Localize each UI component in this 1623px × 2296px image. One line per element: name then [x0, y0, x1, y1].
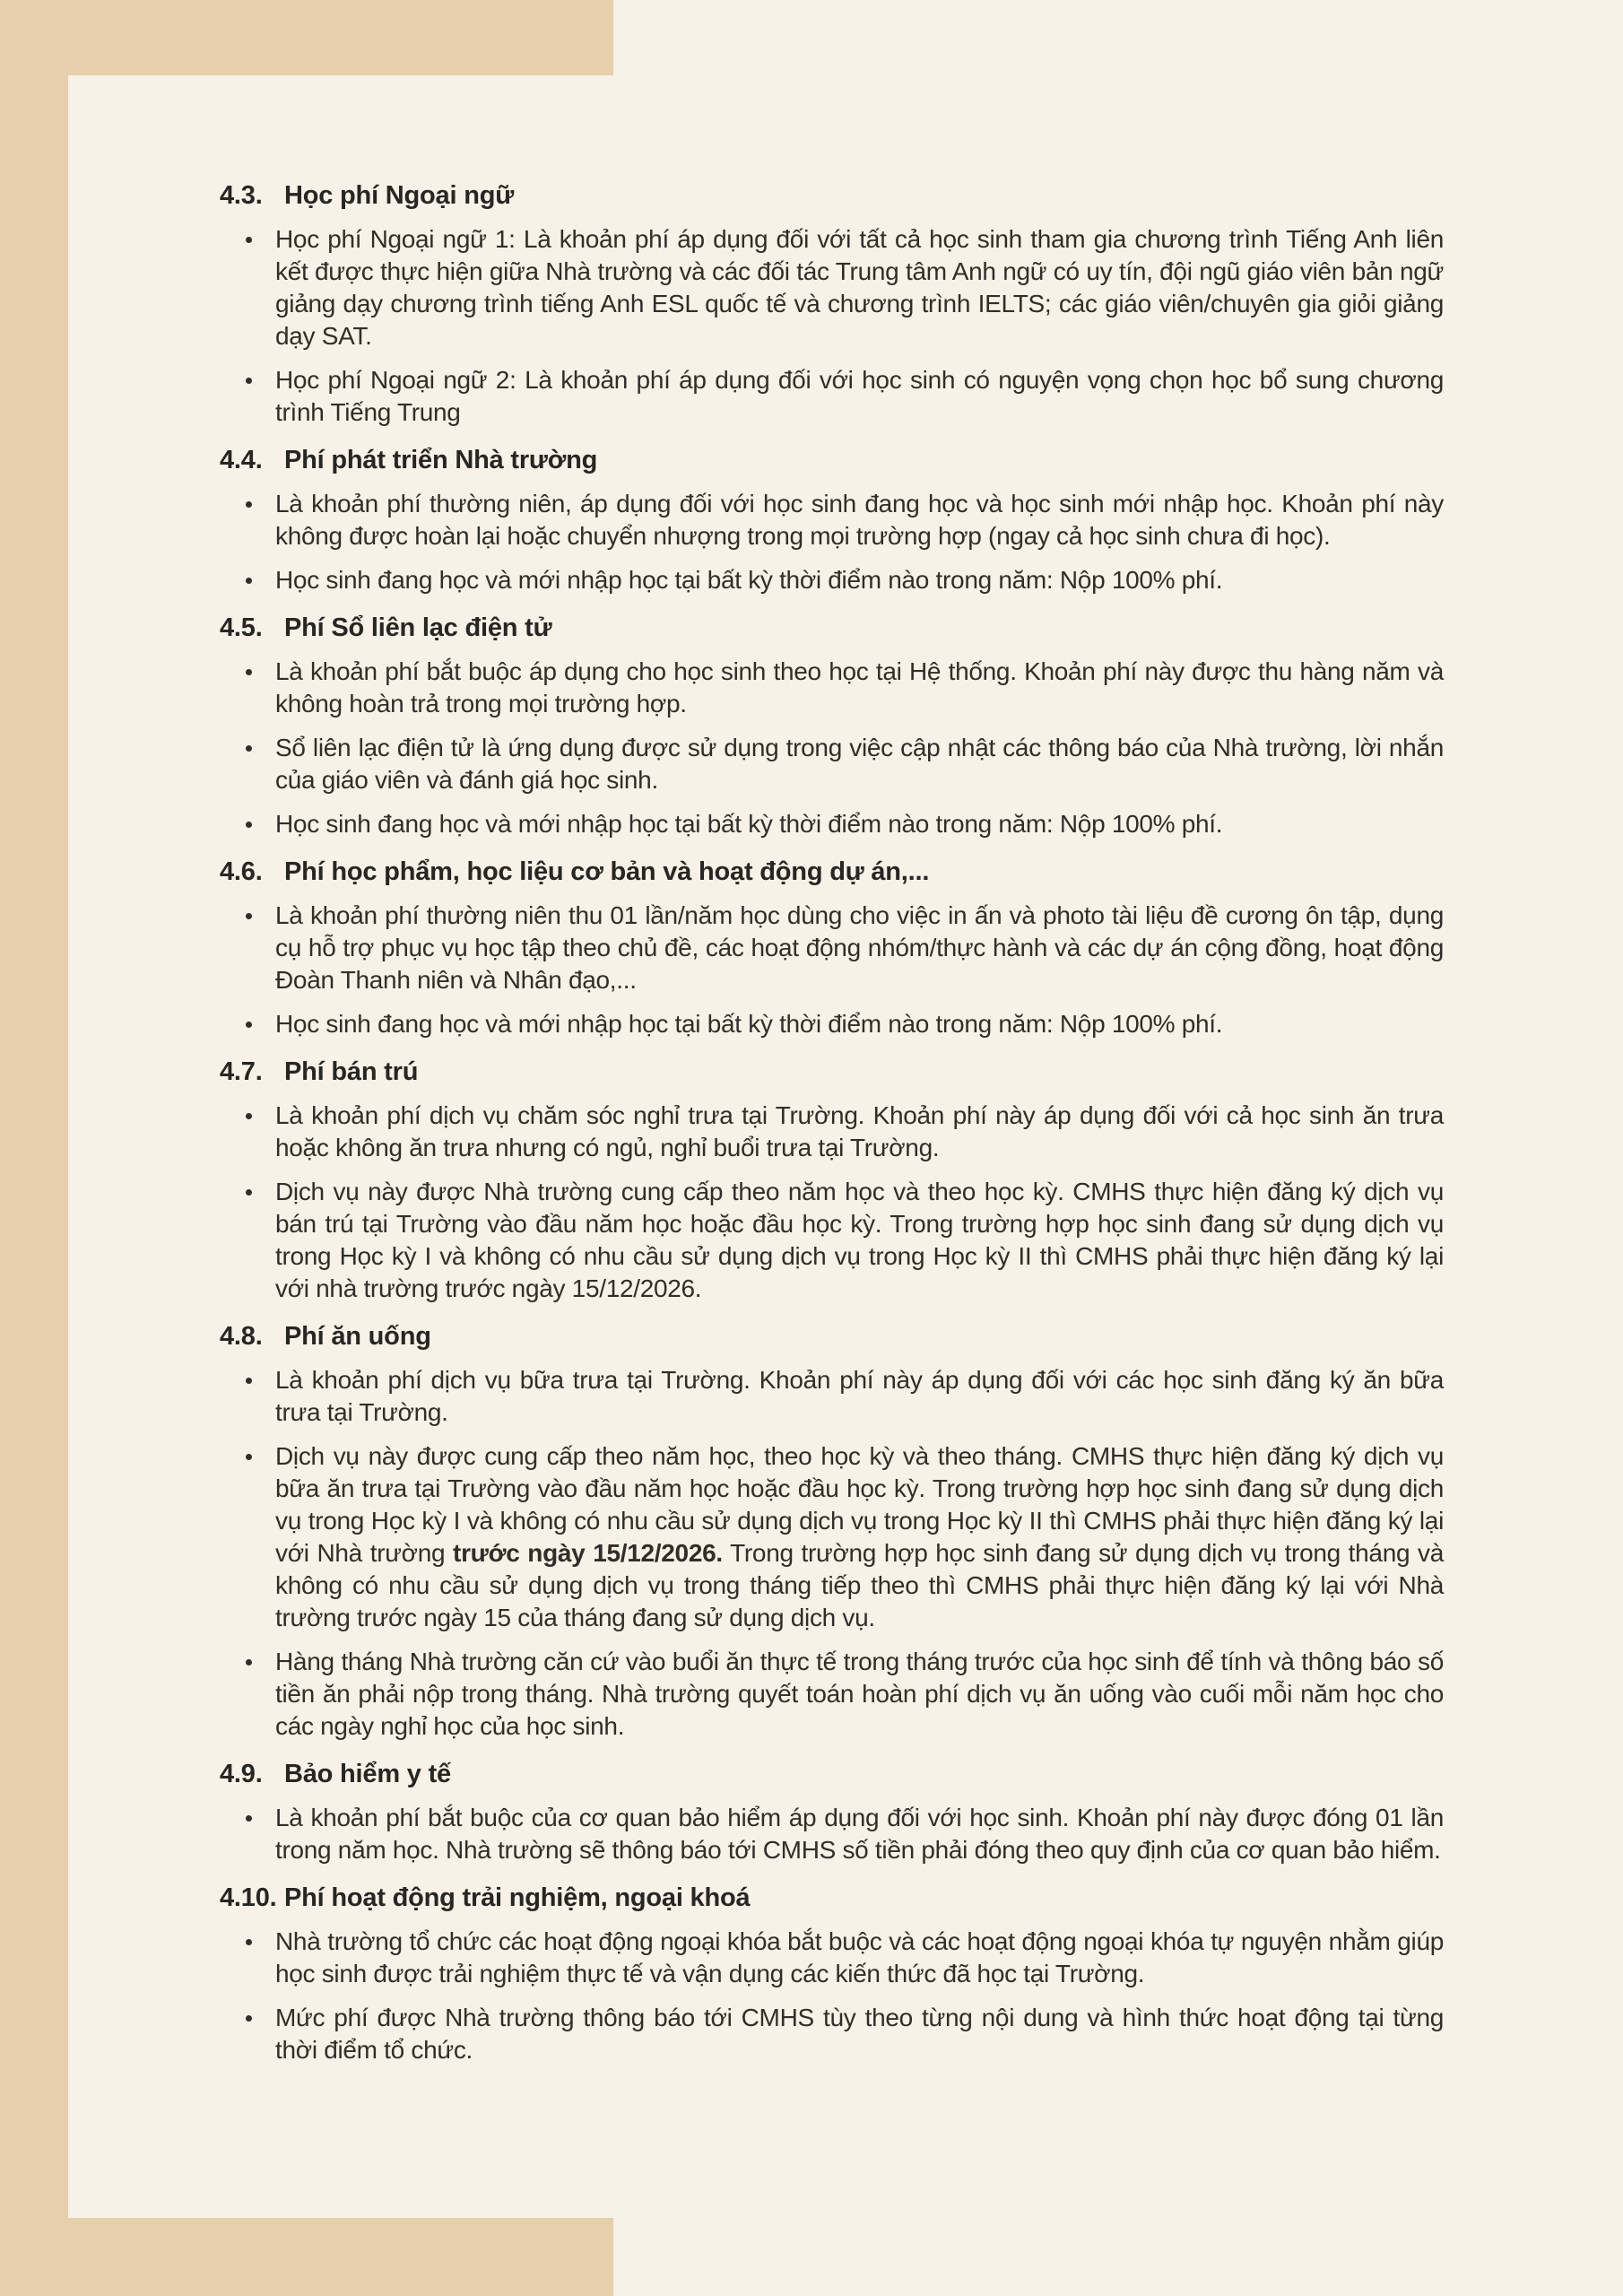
- section-title: Phí bán trú: [284, 1057, 419, 1086]
- bullet-marker: [246, 2015, 252, 2022]
- section-number: 4.4.: [220, 446, 263, 474]
- section-title: Học phí Ngoại ngữ: [284, 181, 515, 210]
- bullet-text: [275, 1442, 1444, 1631]
- bottom-left-accent-block: [0, 2218, 613, 2296]
- section-number: 4.5.: [220, 613, 263, 642]
- bullet-marker: [246, 1815, 252, 1822]
- bullet-list: [220, 656, 1444, 840]
- bullet-text: Học phí Ngoại ngữ 1: Là khoản phí áp dụng đối với tất cả học sinh tham gia chương trình Tiếng Anh liên kết được thực hiện giữa Nhà trường và các đối tác Trung tâm Anh ngữ có uy tín, đội ngũ giáo viên bản ngữ giảng dạy chương trình tiếng Anh ESL quốc tế và chương trình IELTS; các giáo viên/chuyên gia giỏi giảng dạy SAT.: [275, 225, 1444, 350]
- bullet-text: Học sinh đang học và mới nhập học tại bất kỳ thời điểm nào trong năm: Nộp 100% phí.: [275, 1010, 1223, 1038]
- bullet-item: [220, 656, 1444, 720]
- section-heading: [220, 178, 1444, 213]
- section-number: 4.3.: [220, 181, 263, 210]
- bullet-text: Dịch vụ này được Nhà trường cung cấp theo năm học và theo học kỳ. CMHS thực hiện đăng ký dịch vụ bán trú tại Trường vào đầu năm học hoặc đầu học kỳ. Trong trường hợp học sinh đang sử dụng dịch vụ trong Học kỳ I và không có nhu cầu sử dụng dịch vụ trong Học kỳ II thì CMHS phải thực hiện đăng ký lại với nhà trường trước ngày 15/12/2026.: [275, 1178, 1444, 1302]
- bullet-text-bold-date: trước ngày 15/12/2026.: [453, 1539, 723, 1567]
- section-number: 4.7.: [220, 1057, 263, 1086]
- section-title: Phí phát triển Nhà trường: [284, 446, 598, 474]
- section-title: Phí hoạt động trải nghiệm, ngoại khoá: [284, 1883, 751, 1912]
- bullet-marker: [246, 669, 252, 675]
- bullet-item: [220, 364, 1444, 429]
- bullet-text: Là khoản phí thường niên, áp dụng đối với học sinh đang học và học sinh mới nhập học. Khoản phí này không được hoàn lại hoặc chuyển nhượng trong mọi trường hợp (ngay cả học sinh chưa đi học).: [275, 490, 1444, 550]
- bullet-marker: [246, 237, 252, 243]
- section-number: 4.9.: [220, 1760, 263, 1788]
- section-title: Phí học phẩm, học liệu cơ bản và hoạt động dự án,...: [284, 857, 930, 886]
- section-title: Phí ăn uống: [284, 1322, 431, 1351]
- section-heading: [220, 442, 1444, 478]
- bullet-list: [220, 1100, 1444, 1305]
- bullet-item: [220, 900, 1444, 996]
- section-4-7: [220, 1054, 1444, 1305]
- bullet-marker: [246, 822, 252, 828]
- bullet-text: Học sinh đang học và mới nhập học tại bất kỳ thời điểm nào trong năm: Nộp 100% phí.: [275, 566, 1223, 594]
- bullet-item: [220, 564, 1444, 596]
- section-4-10: [220, 1880, 1444, 2066]
- bullet-item: [220, 1176, 1444, 1305]
- bullet-list: [220, 1926, 1444, 2066]
- bullet-item: [220, 223, 1444, 352]
- section-number: 4.8.: [220, 1322, 263, 1351]
- bullet-text-segment: Dịch vụ này được cung cấp theo năm học, theo học kỳ và theo tháng. CMHS thực hiện đăng ký dịch vụ bữa ăn trưa tại Trường vào đầu năm học hoặc đầu học kỳ. Trong trường hợp học sinh đang sử dụng dịch vụ trong Học kỳ I và không có nhu cầu sử dụng dịch vụ trong Học kỳ II thì CMHS phải thực hiện đăng ký lại với Nhà trường: [275, 1442, 1444, 1567]
- bullet-marker: [246, 1189, 252, 1196]
- bullet-marker: [246, 578, 252, 584]
- bullet-marker: [246, 501, 252, 508]
- bullet-text: Là khoản phí bắt buộc áp dụng cho học sinh theo học tại Hệ thống. Khoản phí này được thu hàng năm và không hoàn trả trong mọi trường hợp.: [275, 657, 1444, 718]
- bullet-marker: [246, 378, 252, 384]
- section-4-8: [220, 1318, 1444, 1743]
- bullet-item: [220, 1646, 1444, 1743]
- bullet-text: Là khoản phí dịch vụ bữa trưa tại Trường. Khoản phí này áp dụng đối với các học sinh đăng ký ăn bữa trưa tại Trường.: [275, 1366, 1444, 1426]
- bullet-text: Là khoản phí dịch vụ chăm sóc nghỉ trưa tại Trường. Khoản phí này áp dụng đối với cả học sinh ăn trưa hoặc không ăn trưa nhưng có ngủ, nghỉ buổi trưa tại Trường.: [275, 1101, 1444, 1161]
- bullet-item: [220, 1100, 1444, 1164]
- bullet-item: [220, 732, 1444, 796]
- bullet-item: [220, 2002, 1444, 2066]
- bullet-marker: [246, 1113, 252, 1119]
- section-number: 4.6.: [220, 857, 263, 886]
- bullet-item: [220, 488, 1444, 552]
- bullet-text-segment: Trong trường hợp học sinh đang sử dụng dịch vụ trong tháng và không có nhu cầu sử dụng dịch vụ trong tháng tiếp theo thì CMHS phải thực hiện đăng ký lại với Nhà trường trước ngày 15 của tháng đang sử dụng dịch vụ.: [275, 1539, 1444, 1631]
- left-accent-strip: [0, 0, 68, 2296]
- bullet-item: [220, 1440, 1444, 1634]
- section-heading: [220, 610, 1444, 646]
- bullet-list: [220, 1364, 1444, 1743]
- bullet-text: Nhà trường tổ chức các hoạt động ngoại khóa bắt buộc và các hoạt động ngoại khóa tự nguyện nhằm giúp học sinh được trải nghiệm thực tế và vận dụng các kiến thức đã học tại Trường.: [275, 1927, 1444, 1987]
- fee-policy-page-content: [220, 0, 1444, 2066]
- section-heading: [220, 1054, 1444, 1090]
- section-title: Bảo hiểm y tế: [284, 1760, 451, 1788]
- bullet-text: Mức phí được Nhà trường thông báo tới CMHS tùy theo từng nội dung và hình thức hoạt động tại từng thời điểm tổ chức.: [275, 2004, 1444, 2064]
- bullet-text: Sổ liên lạc điện tử là ứng dụng được sử dụng trong việc cập nhật các thông báo của Nhà trường, lời nhắn của giáo viên và đánh giá học sinh.: [275, 734, 1444, 794]
- bullet-item: [220, 808, 1444, 840]
- bullet-item: [220, 1008, 1444, 1040]
- section-4-5: [220, 610, 1444, 840]
- bullet-item: [220, 1802, 1444, 1866]
- bullet-marker: [246, 1454, 252, 1460]
- bullet-list: [220, 900, 1444, 1040]
- section-4-3: [220, 178, 1444, 429]
- section-4-6: [220, 854, 1444, 1040]
- bullet-marker: [246, 745, 252, 752]
- section-number: 4.10.: [220, 1883, 277, 1912]
- bullet-text: Là khoản phí bắt buộc của cơ quan bảo hiểm áp dụng đối với học sinh. Khoản phí này được đóng 01 lần trong năm học. Nhà trường sẽ thông báo tới CMHS số tiền phải đóng theo quy định của cơ quan bảo hiểm.: [275, 1804, 1444, 1864]
- bullet-item: [220, 1364, 1444, 1429]
- bullet-marker: [246, 1659, 252, 1665]
- section-heading: [220, 1756, 1444, 1792]
- section-heading: [220, 1318, 1444, 1354]
- bullet-list: [220, 1802, 1444, 1866]
- bullet-item: [220, 1926, 1444, 1990]
- section-4-9: [220, 1756, 1444, 1866]
- bullet-list: [220, 488, 1444, 596]
- section-heading: [220, 1880, 1444, 1916]
- bullet-marker: [246, 1022, 252, 1028]
- bullet-marker: [246, 913, 252, 919]
- bullet-text: Là khoản phí thường niên thu 01 lần/năm học dùng cho việc in ấn và photo tài liệu đề cương ôn tập, dụng cụ hỗ trợ phục vụ học tập theo chủ đề, các hoạt động nhóm/thực hành và các dự án cộng đồng, hoạt động Đoàn Thanh niên và Nhân đạo,...: [275, 901, 1444, 994]
- bullet-text: Hàng tháng Nhà trường căn cứ vào buổi ăn thực tế trong tháng trước của học sinh để tính và thông báo số tiền ăn phải nộp trong tháng. Nhà trường quyết toán hoàn phí dịch vụ ăn uống vào cuối mỗi năm học cho các ngày nghỉ học của học sinh.: [275, 1648, 1444, 1740]
- bullet-list: [220, 223, 1444, 429]
- bullet-marker: [246, 1378, 252, 1384]
- section-title: Phí Sổ liên lạc điện tử: [284, 613, 552, 642]
- section-4-4: [220, 442, 1444, 596]
- bullet-text: Học phí Ngoại ngữ 2: Là khoản phí áp dụng đối với học sinh có nguyện vọng chọn học bổ sung chương trình Tiếng Trung: [275, 366, 1444, 426]
- bullet-text: Học sinh đang học và mới nhập học tại bất kỳ thời điểm nào trong năm: Nộp 100% phí.: [275, 810, 1223, 838]
- bullet-marker: [246, 1939, 252, 1945]
- section-heading: [220, 854, 1444, 890]
